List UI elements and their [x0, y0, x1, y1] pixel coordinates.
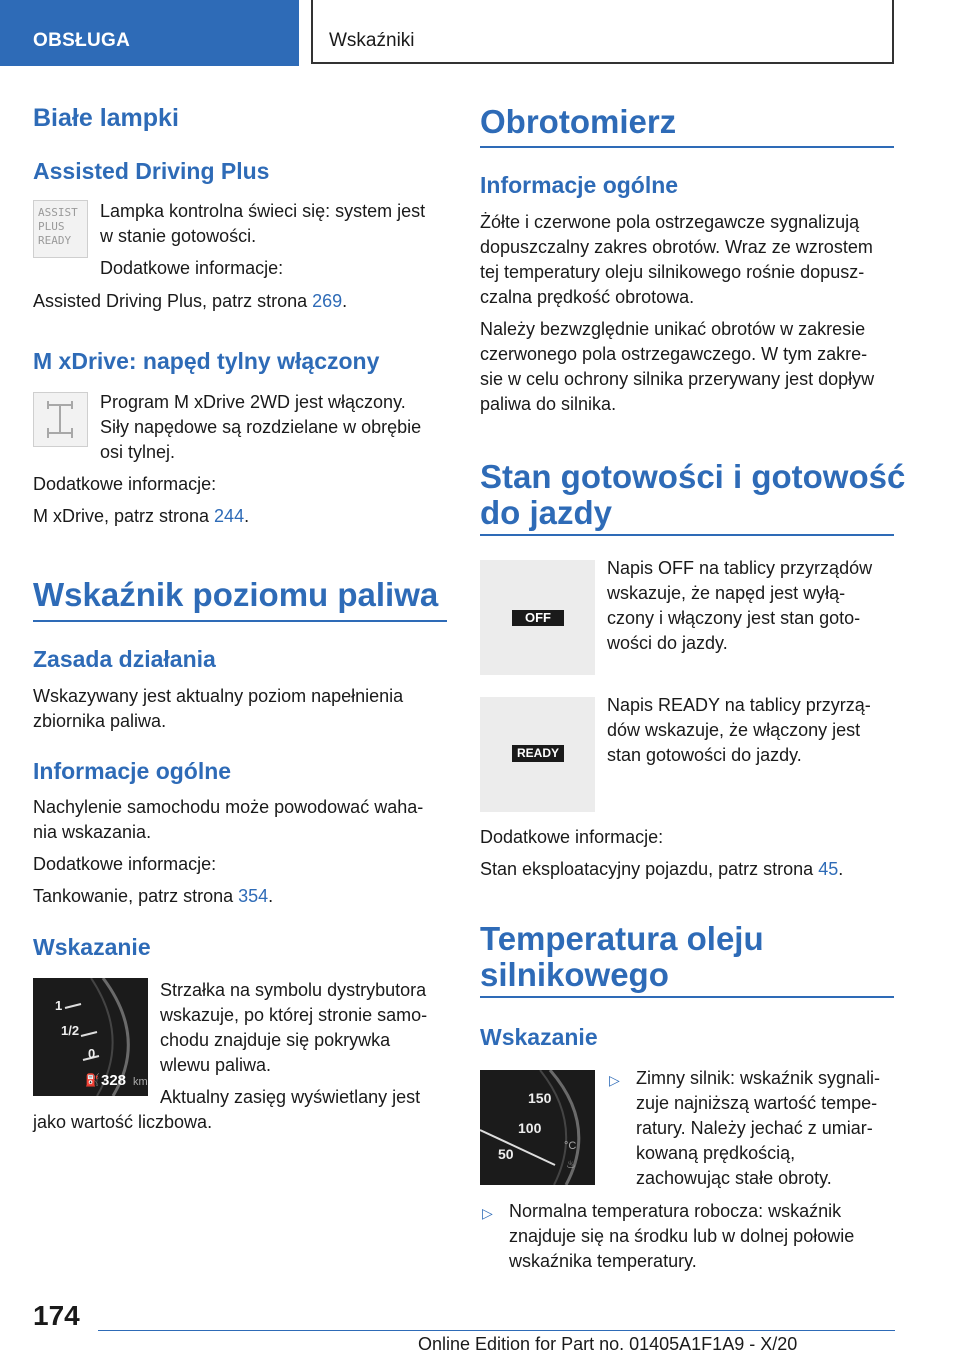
tacho-warn-3: sie w celu ochrony silnika przerywany jest dopływ: [480, 369, 875, 389]
heading-indicator-left: Wskazanie: [33, 934, 151, 960]
range-desc-2: jako wartość liczbowa.: [33, 1112, 213, 1132]
principle-desc-1: Wskazywany jest aktualny poziom napełnienia: [33, 686, 404, 706]
oil-can-icon: ♨: [566, 1159, 576, 1171]
readiness-reference: Stan eksploatacyjny pojazdu, patrz strona 45.: [480, 859, 844, 879]
refuel-reference: Tankowanie, patrz strona 354.: [33, 886, 274, 906]
indicator-desc-4: wlewu paliwa.: [160, 1055, 272, 1075]
off-desc-3: czony i włączony jest stan goto-: [607, 608, 861, 628]
tacho-desc-2: dopuszczalny zakres obrotów. Wraz ze wzrostem: [480, 237, 873, 257]
assist-icon-line: ASSIST: [38, 206, 78, 219]
normal-temp-desc-2: znajduje się na środku lub w dolnej połowie: [509, 1226, 855, 1246]
section-rule: [480, 534, 894, 536]
indicator-desc-1: Strzałka na symbolu dystrybutora: [160, 980, 427, 1000]
xdrive-desc-2: Siły napędowe są rozdzielane w obrębie: [100, 417, 422, 437]
off-display-image: [480, 560, 595, 675]
tacho-warn-4: paliwa do silnika.: [480, 394, 617, 414]
page-number: 174: [33, 1300, 80, 1331]
assist-desc-1: Lampka kontrolna świeci się: system jest: [100, 201, 426, 221]
fuel-label-full: 1: [55, 998, 63, 1013]
heading-general-info-right: Informacje ogólne: [480, 172, 679, 198]
assist-page-link[interactable]: 269: [312, 291, 343, 311]
indicator-desc-3: chodu znajduje się pokrywka: [160, 1030, 391, 1050]
xdrive-icon: [33, 392, 88, 447]
heading-indicator-right: Wskazanie: [480, 1024, 598, 1050]
fuel-range-value: 328: [101, 1072, 127, 1089]
tacho-warn-1: Należy bezwzględnie unikać obrotów w zakresie: [480, 319, 866, 339]
heading-general-info-left: Informacje ogólne: [33, 758, 232, 784]
tacho-desc-3: tej temperatury oleju silnikowego rośnie dopusz-: [480, 262, 865, 282]
tacho-desc-4: czalna prędkość obrotowa.: [480, 287, 695, 307]
ready-desc-2: dów wskazuje, że włączony jest: [607, 720, 861, 740]
refuel-page-link[interactable]: 354: [238, 886, 269, 906]
chapter-title-box: [311, 0, 894, 64]
temp-unit: °C: [564, 1140, 577, 1152]
ready-label: READY: [512, 745, 564, 762]
assist-reference: Assisted Driving Plus, patrz strona 269.: [33, 291, 348, 311]
ready-display-image: [480, 697, 595, 812]
normal-temp-desc-1: Normalna temperatura robocza: wskaźnik: [509, 1201, 842, 1221]
chapter-title: Wskaźniki: [329, 30, 415, 51]
off-label: OFF: [512, 610, 564, 626]
heading-assisted-driving: Assisted Driving Plus: [33, 158, 270, 184]
readiness-more-info: Dodatkowe informacje:: [480, 827, 664, 847]
general-info-desc-1: Nachylenie samochodu może powodować waha-: [33, 797, 424, 817]
fuel-range-unit: km: [133, 1076, 148, 1088]
oil-temp-gauge-image: [480, 1070, 595, 1185]
section-rule: [33, 620, 447, 622]
heading-oil-temp-1: Temperatura oleju: [480, 920, 764, 957]
heading-tachometer: Obrotomierz: [480, 103, 677, 140]
fuel-gauge-image: [33, 978, 148, 1096]
readiness-page-link[interactable]: 45: [818, 859, 839, 879]
footer-rule: [98, 1330, 895, 1331]
heading-readiness-1: Stan gotowości i gotowość: [480, 458, 906, 495]
normal-temp-desc-3: wskaźnika temperatury.: [509, 1251, 697, 1271]
assist-ready-icon: [33, 200, 88, 258]
heading-principle: Zasada działania: [33, 646, 216, 672]
range-desc-1: Aktualny zasięg wyświetlany jest: [160, 1087, 421, 1107]
cold-engine-desc-1: Zimny silnik: wskaźnik sygnali-: [636, 1068, 881, 1088]
xdrive-reference: M xDrive, patrz strona 244.: [33, 506, 250, 526]
temp-label-100: 100: [518, 1120, 542, 1136]
assist-desc-1b: w stanie gotowości.: [100, 226, 257, 246]
ready-desc-3: stan gotowości do jazdy.: [607, 745, 802, 765]
temp-label-50: 50: [498, 1146, 514, 1162]
fuel-label-empty: 0: [88, 1046, 96, 1061]
tacho-warn-2: czerwonego pola ostrzegawczego. W tym zakre-: [480, 344, 868, 364]
off-desc-4: wości do jazdy.: [607, 633, 728, 653]
heading-oil-temp-2: silnikowego: [480, 956, 669, 993]
off-desc-2: wskazuje, że napęd jest wyłą-: [607, 583, 846, 603]
general-info-more: Dodatkowe informacje:: [33, 854, 217, 874]
heading-xdrive: M xDrive: napęd tylny włączony: [33, 348, 380, 374]
heading-fuel-gauge: Wskaźnik poziomu paliwa: [33, 576, 439, 613]
cold-engine-desc-2: zuje najniższą wartość tempe-: [636, 1093, 878, 1113]
edition-note: Online Edition for Part no. 01405A1F1A9 - X/20: [418, 1334, 798, 1354]
temp-label-150: 150: [528, 1090, 552, 1106]
assist-more-info: Dodatkowe informacje:: [100, 258, 284, 278]
xdrive-desc-3: osi tylnej.: [100, 442, 176, 462]
tacho-desc-1: Żółte i czerwone pola ostrzegawcze sygnalizują: [480, 212, 860, 232]
assist-icon-line: READY: [38, 234, 72, 247]
fuel-label-half: 1/2: [61, 1023, 80, 1038]
cold-engine-desc-3: ratury. Należy jechać z umiar-: [636, 1118, 873, 1138]
section-label: OBSŁUGA: [33, 30, 131, 51]
assist-icon-line: PLUS: [38, 220, 65, 233]
bullet-icon: ▷: [609, 1072, 620, 1088]
section-rule: [480, 146, 894, 148]
fuel-pump-icon: ⛽: [85, 1073, 100, 1087]
section-tab[interactable]: [0, 0, 299, 66]
off-desc-1: Napis OFF na tablicy przyrządów: [607, 558, 873, 578]
heading-white-lamps: Białe lampki: [33, 104, 179, 132]
xdrive-page-link[interactable]: 244: [214, 506, 245, 526]
page-header: [0, 0, 960, 66]
bullet-icon: ▷: [482, 1205, 493, 1221]
ready-desc-1: Napis READY na tablicy przyrzą-: [607, 695, 871, 715]
section-rule: [480, 996, 894, 998]
principle-desc-2: zbiornika paliwa.: [33, 711, 167, 731]
general-info-desc-2: nia wskazania.: [33, 822, 152, 842]
indicator-desc-2: wskazuje, po której stronie samo-: [160, 1005, 428, 1025]
cold-engine-desc-5: zachowując stałe obroty.: [636, 1168, 832, 1188]
heading-readiness-2: do jazdy: [480, 494, 613, 531]
cold-engine-desc-4: kowaną prędkością,: [636, 1143, 796, 1163]
xdrive-desc-1: Program M xDrive 2WD jest włączony.: [100, 392, 406, 412]
xdrive-more-info: Dodatkowe informacje:: [33, 474, 217, 494]
